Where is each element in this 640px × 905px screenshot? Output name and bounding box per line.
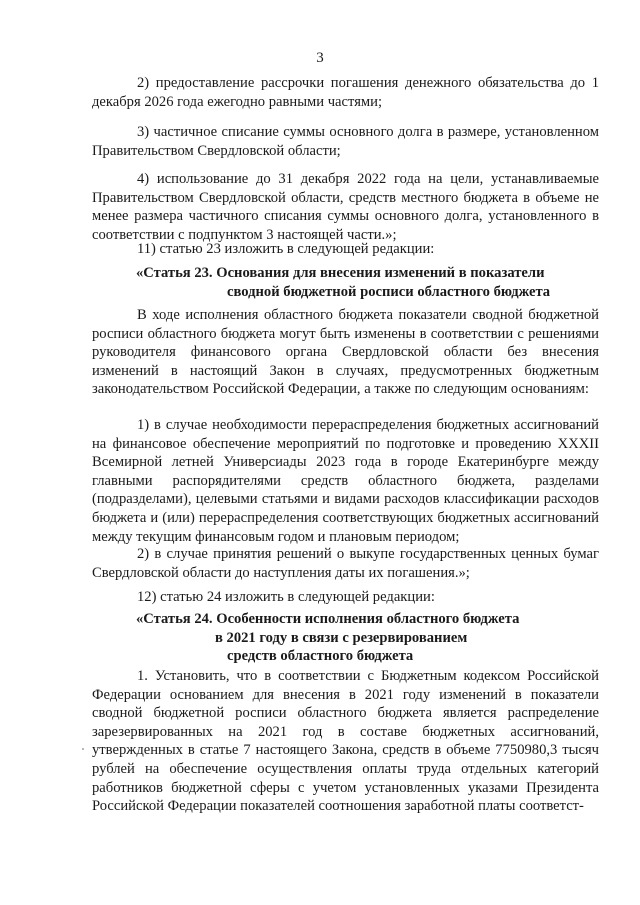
paragraph-amendment-12: 12) статью 24 изложить в следующей редакции:: [137, 589, 435, 605]
paragraph-article-24-item-1: 1. Установить, что в соответствии с Бюджетным кодексом Российской Федерации основанием для внесения в 2021 году изменений в показатели сводной бюджетной росписи областного бюджета является распределение зарезервированных на 2021 год в составе бюджетных ассигнований, утвержденных в статье 7 настоящего Закона, средств в объеме 7750980,3 тысяч рублей на обеспечение осуществления оплаты труда отдельных категорий работников бюджетной сферы с учетом установленных указами Президента Российской Федерации показателей соотношения заработной платы соответст-: [92, 668, 599, 815]
scan-speck: [82, 748, 84, 750]
article-24-heading-line-2: в 2021 году в связи с резервированием: [215, 629, 468, 646]
article-24-heading-line-3: средств областного бюджета: [227, 648, 414, 665]
article-23-heading-line-2: сводной бюджетной росписи областного бюджета: [227, 283, 551, 300]
paragraph-item-4: 4) использование до 31 декабря 2022 года на цели, устанавливаемые Правительством Свердловской области, средств местного бюджета в объеме не менее размера частичного списания суммы основного долга, установленного в соответствии с подпунктом 3 настоящей части.»;: [92, 171, 599, 243]
paragraph-article-23-item-2: 2) в случае принятия решений о выкупе государственных ценных бумаг Свердловской области до наступления даты их погашения.»;: [92, 546, 599, 581]
paragraph-article-23-intro: В ходе исполнения областного бюджета показатели сводной бюджетной росписи областного бюджета могут быть изменены в соответствии с решениями руководителя финансового органа Свердловской области без внесения изменений в настоящий Закон в случаях, предусмотренных бюджетным законодательством Российской Федерации, а также по следующим основаниям:: [92, 307, 599, 398]
paragraph-article-23-item-1: 1) в случае необходимости перераспределения бюджетных ассигнований на финансовое обеспечение мероприятий по подготовке и проведению XXXII Всемирной летней Универсиады 2023 года в городе Екатеринбурге между главными распорядителями средств областного бюджета, разделами (подразделами), целевыми статьями и видами расходов классификации расходов бюджета и (или) перераспределения соответствующих бюджетных ассигнований между текущим финансовым годом и плановым периодом;: [92, 417, 599, 545]
article-24-heading-line-1: «Статья 24. Особенности исполнения областного бюджета: [136, 611, 520, 627]
paragraph-item-3: 3) частичное списание суммы основного долга в размере, установленном Правительством Свердловской области;: [92, 124, 599, 159]
paragraph-item-2: 2) предоставление рассрочки погашения денежного обязательства до 1 декабря 2026 года ежегодно равными частями;: [92, 75, 599, 110]
page-number: 3: [316, 50, 324, 66]
article-24-heading: [136, 610, 519, 666]
paragraph-amendment-11: 11) статью 23 изложить в следующей редакции:: [137, 241, 435, 257]
article-23-heading-line-1: «Статья 23. Основания для внесения изменений в показатели: [136, 265, 545, 281]
article-23-heading: [136, 264, 550, 301]
